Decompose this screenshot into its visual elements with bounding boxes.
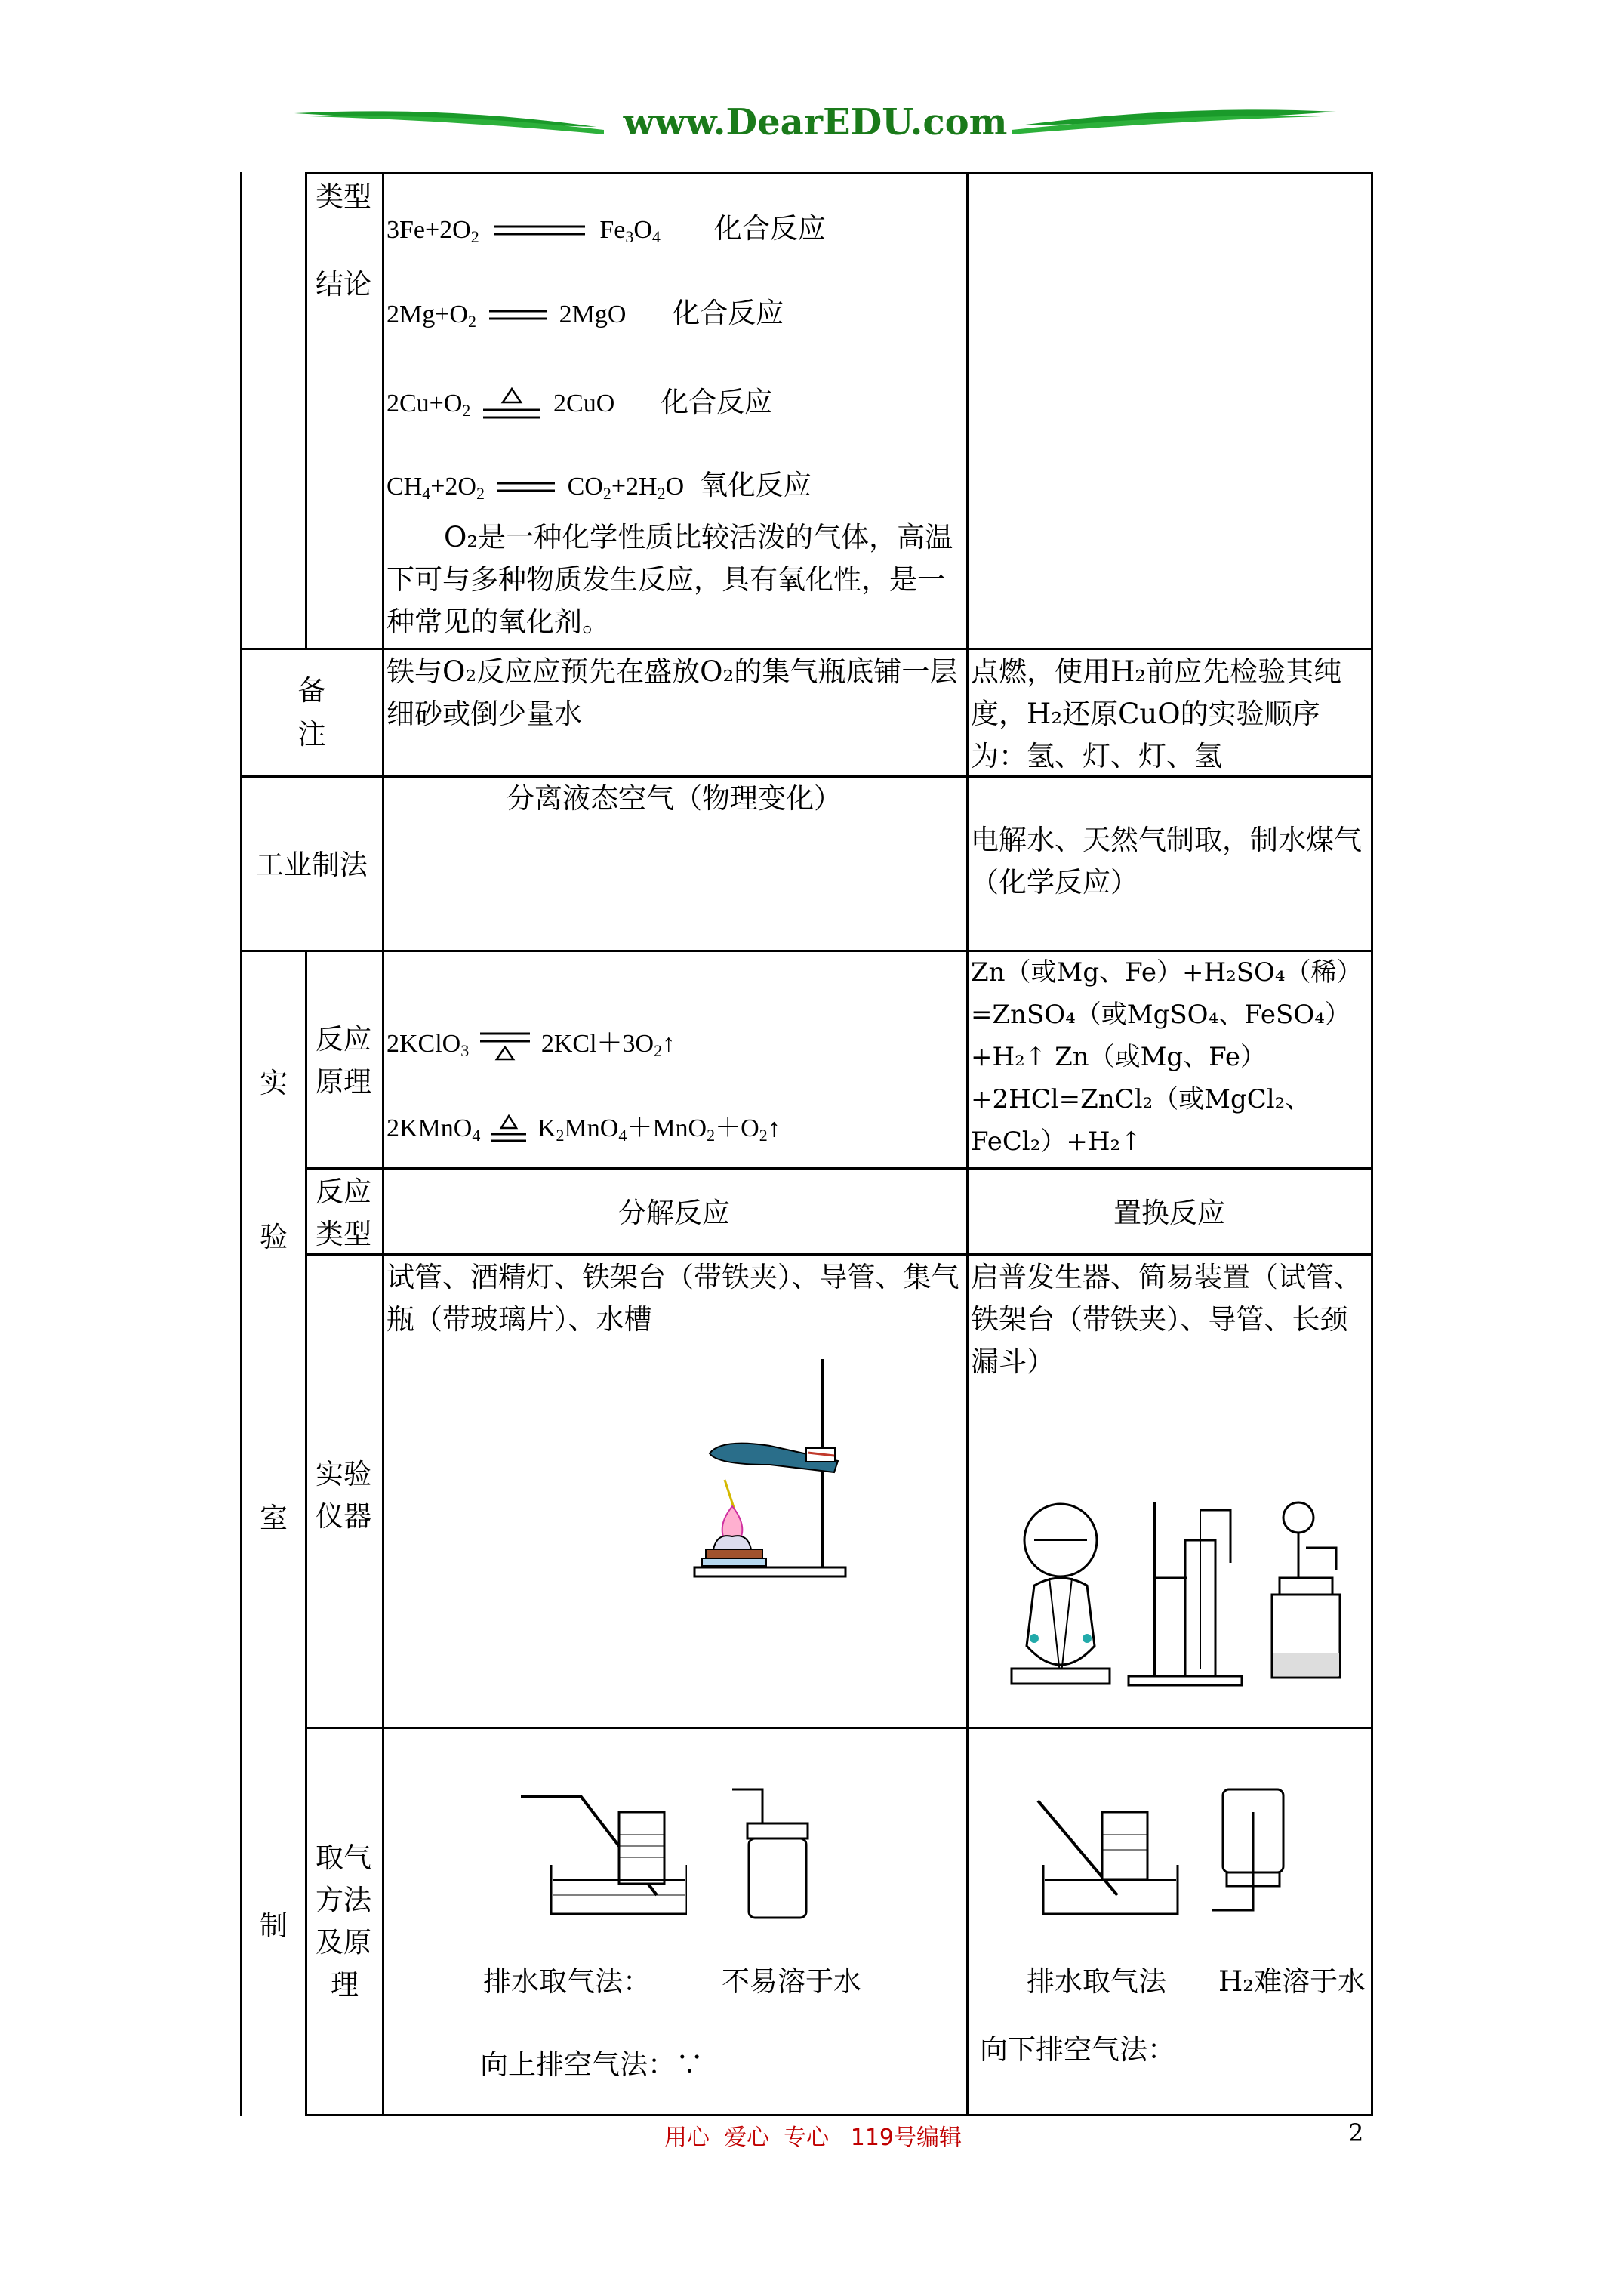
reaction-fe: $3Fe+2O_2$ $Fe_3O_4$ 化合反应 bbox=[387, 212, 826, 246]
reaction-cu: $2Cu+O_2$ 2CuO 化合反应 bbox=[387, 379, 772, 424]
hydrogen-apparatus: 启普发生器、简易装置（试管、铁架台（带铁夹）、导管、长颈漏斗） bbox=[971, 1261, 1362, 1378]
hydrogen-note: 点燃，使用H₂前应先检验其纯度，H₂还原CuO的实验顺序为：氢、灯、灯、氢 bbox=[971, 655, 1342, 772]
oxygen-principle-2: 2KMnO$_4$ $K_2MnO_4+MnO_2+O_2↑$ bbox=[387, 1114, 781, 1145]
reaction-ch4: $CH_4+2O_2$ $CO_2+2H_2O$ 氧化反应 bbox=[387, 469, 812, 503]
water-collection-icon bbox=[1034, 1797, 1185, 1918]
catalyst-heat-icon bbox=[479, 1026, 531, 1064]
simple-apparatus-icon bbox=[1125, 1495, 1246, 1691]
label-zhi: 制 bbox=[260, 1909, 288, 1942]
label-gongye: 工业制法 bbox=[256, 849, 368, 881]
hydrogen-reaction-type: 置换反应 bbox=[1113, 1197, 1225, 1229]
hydrogen-collect-1-reason: H₂难溶于水 bbox=[1218, 1965, 1366, 1998]
label-fanying2: 反应 bbox=[316, 1176, 371, 1208]
oxygen-note: 铁与O₂反应应预先在盛放O₂的集气瓶底铺一层细砂或倒少量水 bbox=[387, 655, 958, 730]
label-yan: 验 bbox=[260, 1221, 288, 1253]
water-collection-icon bbox=[513, 1782, 687, 1918]
downward-air-collection-icon bbox=[1208, 1782, 1298, 1925]
oxygen-reaction-type: 分解反应 bbox=[618, 1197, 730, 1229]
label-jiyuan: 及原 bbox=[316, 1926, 371, 1959]
heat-condition-icon bbox=[482, 386, 542, 424]
heat-condition-icon bbox=[490, 1113, 528, 1146]
oxygen-collect-1: 排水取气法： bbox=[483, 1965, 651, 1998]
page-number: 2 bbox=[1348, 2119, 1364, 2147]
label-shi2: 室 bbox=[260, 1502, 288, 1534]
flask-funnel-icon bbox=[1261, 1495, 1359, 1691]
label-shiyan: 实验 bbox=[316, 1458, 371, 1490]
oxygen-collect-2: 向上排空气法：∵ bbox=[480, 2048, 704, 2081]
oxygen-conclusion: O₂是一种化学性质比较活泼的气体，高温下可与多种物质发生反应，具有氧化性，是一种常见的氧化剂。 bbox=[387, 521, 953, 638]
footer-text: 用心 爱心 专心 119号编辑 bbox=[664, 2125, 962, 2151]
label-zhu: 注 bbox=[297, 718, 326, 750]
label-leixing2: 类型 bbox=[316, 1218, 371, 1250]
oxygen-apparatus: 试管、酒精灯、铁架台（带铁夹）、导管、集气瓶（带玻璃片）、水槽 bbox=[387, 1261, 959, 1336]
label-fangfa: 方法 bbox=[316, 1884, 371, 1916]
oxygen-principle-1: 2KClO$_3$ $2KCl+3O_2↑$ bbox=[387, 1022, 675, 1064]
label-quqi: 取气 bbox=[316, 1841, 371, 1874]
label-shi: 实 bbox=[260, 1067, 288, 1099]
brand-text: www.DearEDU.com bbox=[623, 101, 1008, 143]
hydrogen-industrial: 电解水、天然气制取，制水煤气（化学反应） bbox=[971, 824, 1362, 898]
equals-sign-icon bbox=[488, 307, 548, 325]
oxygen-industrial: 分离液态空气（物理变化） bbox=[507, 782, 842, 815]
oxygen-collect-1-reason: 不易溶于水 bbox=[722, 1965, 861, 1998]
reaction-mg: $2Mg+O_2$ 2MgO 化合反应 bbox=[387, 297, 784, 331]
hydrogen-principle: Zn（或Mg、Fe）+H₂SO₄（稀）=ZnSO₄（或MgSO₄、FeSO₄）+H₂↑ Zn（或Mg、Fe）+2HCl=ZnCl₂（或MgCl₂、FeCl₂）+H₂↑ bbox=[971, 957, 1363, 1157]
equals-sign-icon bbox=[491, 222, 589, 240]
hydrogen-collect-1: 排水取气法 bbox=[1027, 1965, 1166, 1998]
label-yiqi: 仪器 bbox=[316, 1500, 371, 1533]
header-logo bbox=[294, 91, 1336, 159]
label-li: 理 bbox=[331, 1968, 359, 2001]
label-yuanli: 原理 bbox=[316, 1065, 371, 1098]
label-bei: 备 bbox=[297, 674, 326, 707]
heating-apparatus-icon bbox=[679, 1351, 876, 1586]
label-jielun: 结论 bbox=[316, 268, 371, 300]
hydrogen-collect-2: 向下排空气法： bbox=[980, 2033, 1175, 2066]
label-leixing: 类型 bbox=[316, 180, 371, 213]
upward-air-collection-icon bbox=[725, 1782, 823, 1925]
equals-sign-icon bbox=[496, 479, 556, 497]
label-fanying1: 反应 bbox=[316, 1023, 371, 1056]
kipp-generator-icon bbox=[1004, 1495, 1117, 1691]
